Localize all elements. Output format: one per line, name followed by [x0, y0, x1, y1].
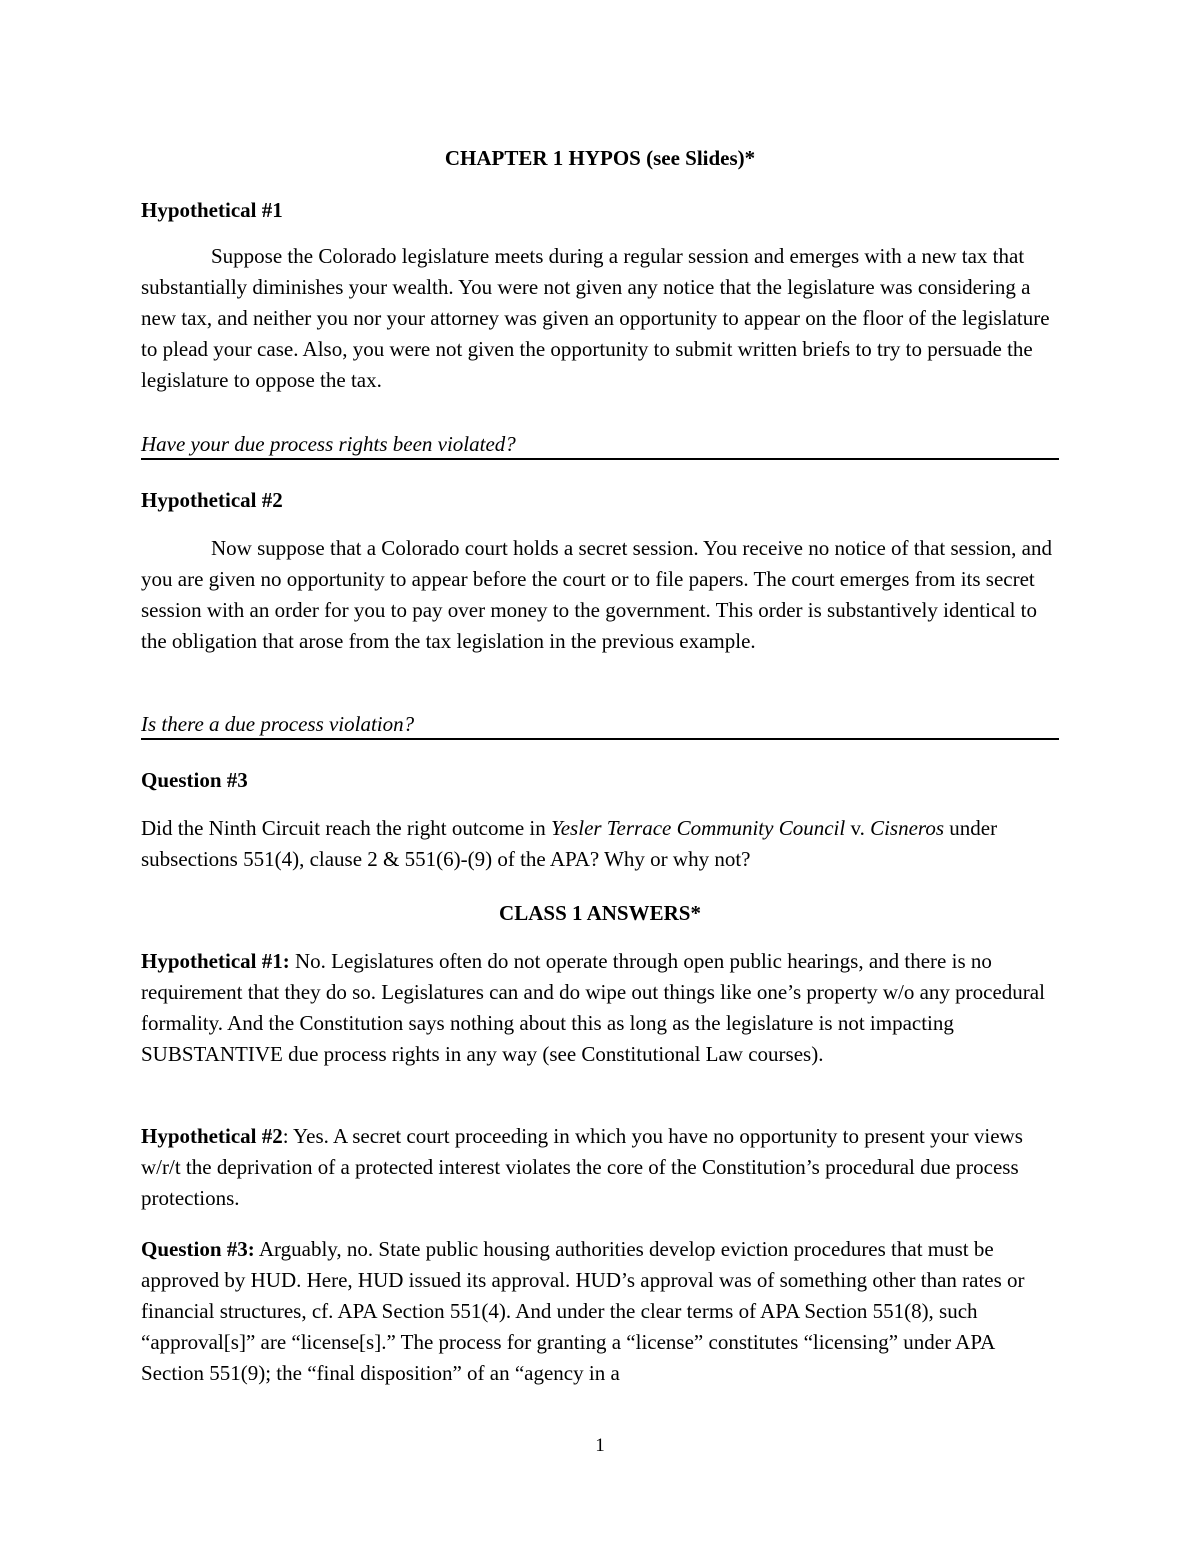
answer2-label: Hypothetical #2	[141, 1124, 283, 1148]
page-title: CHAPTER 1 HYPOS (see Slides)*	[444, 146, 756, 170]
answer2-paragraph	[141, 1121, 1059, 1214]
hypo2-text: Now suppose that a Colorado court holds a secret session. You receive no notice of that session, and you are given no opportunity to appear before the court or to file papers. The court emerges from its secret session with an order for you to pay over money to the government. This order is substantively identical to the obligation that arose from the tax legislation in the previous example.	[141, 536, 1053, 653]
question3-heading: Question #3	[141, 768, 248, 792]
case-name-part2: Cisneros	[870, 816, 944, 840]
question3-text-after: under subsections 551(4), clause 2 & 551(6)-(9) of the APA? Why or why not?	[141, 816, 998, 871]
answer3-text: Arguably, no. State public housing authorities develop eviction procedures that must be approved by HUD. Here, HUD issued its approval. HUD’s approval was of something other than rates or financial structures, cf. APA Section 551(4). And under the clear terms of APA Section 551(8), such “approval[s]” are “license[s].” The process for granting a “license” constitutes “licensing” under APA Section 551(9); the “final disposition” of an “agency in a	[141, 1237, 1025, 1385]
hypo1-question: Have your due process rights been violated?	[141, 429, 1059, 460]
page-number: 1	[595, 1435, 605, 1456]
hypo2-heading: Hypothetical #2	[141, 488, 283, 512]
hypo2-question: Is there a due process violation?	[141, 709, 1059, 740]
answer2-text: : Yes. A secret court proceeding in which you have no opportunity to present your views w/r/t the deprivation of a protected interest violates the core of the Constitution’s procedural due process protections.	[141, 1124, 1023, 1210]
answer3-paragraph	[141, 1234, 1059, 1389]
question3-text-before: Did the Ninth Circuit reach the right outcome in	[141, 816, 551, 840]
case-name-part1: Yesler Terrace Community Council	[550, 816, 846, 840]
answer1-paragraph	[141, 946, 1059, 1070]
question3-text	[141, 813, 1059, 875]
hypo1-heading: Hypothetical #1	[141, 198, 283, 222]
answers-heading: CLASS 1 ANSWERS*	[499, 901, 701, 925]
hypo1-text: Suppose the Colorado legislature meets during a regular session and emerges with a new tax that substantially diminishes your wealth. You were not given any notice that the legislature was considering a new tax, and neither you nor your attorney was given an opportunity to appear on the floor of the legislature to plead your case. Also, you were not given the opportunity to submit written briefs to try to persuade the legislature to oppose the tax.	[141, 244, 1050, 392]
answer1-text: No. Legislatures often do not operate through open public hearings, and there is no requirement that they do so. Legislatures can and do wipe out things like one’s property w/o any procedural formality. And the Constitution says nothing about this as long as the legislature is not impacting SUBSTANTIVE due process rights in any way (see Constitutional Law courses).	[141, 949, 1045, 1066]
case-versus: v.	[845, 816, 871, 840]
answer3-label: Question #3:	[141, 1237, 255, 1261]
answer1-label: Hypothetical #1:	[141, 949, 290, 973]
